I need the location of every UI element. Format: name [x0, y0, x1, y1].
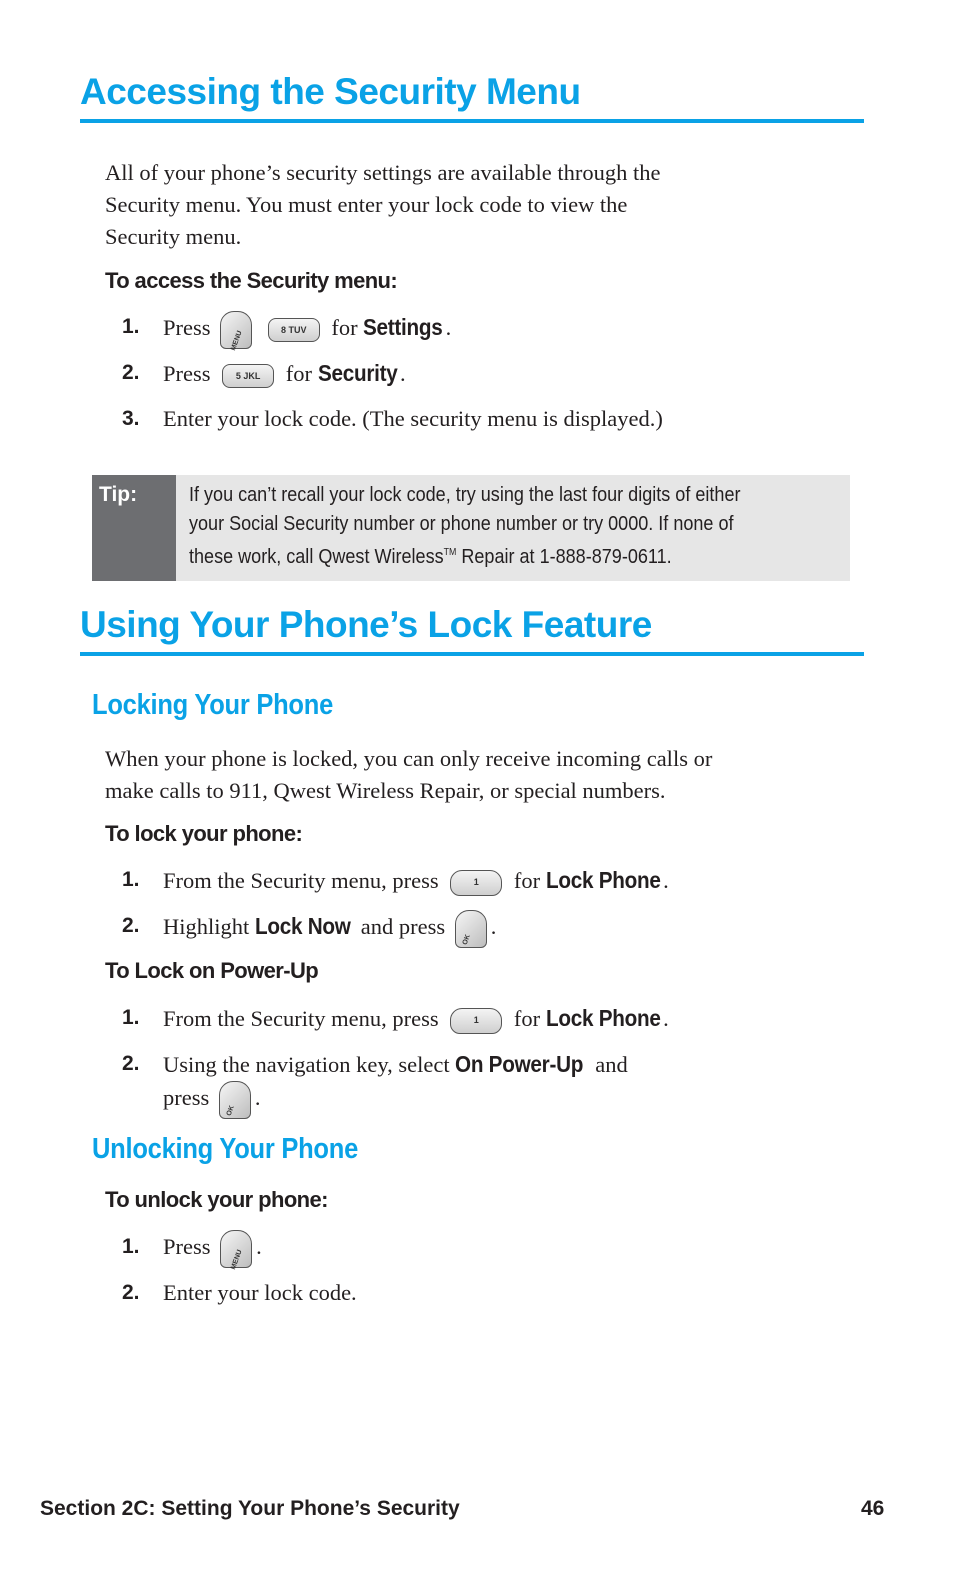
ok-key-icon: OK	[455, 910, 487, 948]
tip-line-part: Repair at 1-888-879-0611.	[456, 544, 672, 568]
subhead-lock-phone: To lock your phone:	[105, 821, 303, 846]
step-text: Enter your lock code. (The security menu is displayed.)	[163, 406, 663, 431]
step-text: for	[285, 361, 313, 386]
keyword-security: Security	[317, 360, 398, 386]
tip-line: your Social Security number or phone number or try 0000. If none of	[189, 512, 734, 535]
subhead-lock-power-up: To Lock on Power-Up	[105, 958, 319, 983]
text-line: Security menu.	[105, 224, 242, 249]
step-text: for	[513, 1006, 541, 1031]
step-text: .	[256, 1234, 262, 1260]
ok-key-icon: OK	[219, 1081, 251, 1119]
step-powerup-2	[122, 1047, 862, 1117]
section-title-security-menu: Accessing the Security Menu	[80, 72, 864, 123]
step-number: 2.	[122, 1281, 140, 1304]
tip-box	[92, 475, 850, 581]
step-text: Press	[163, 1234, 211, 1260]
key-1-icon: 1	[450, 1008, 502, 1034]
text-line: When your phone is locked, you can only receive incoming calls or	[105, 746, 713, 771]
keyword-on-power-up: On Power-Up	[455, 1051, 584, 1077]
step-number: 1.	[122, 315, 140, 338]
step-text: .	[400, 361, 406, 386]
text-line: make calls to 911, Qwest Wireless Repair, or special numbers.	[105, 778, 666, 803]
keyword-settings: Settings	[363, 314, 443, 340]
page-number: 46	[861, 1497, 885, 1520]
step-number: 1.	[122, 1006, 140, 1029]
step-text: From the Security menu, press	[163, 868, 439, 893]
step-text: Press	[163, 361, 211, 386]
step-text: From the Security menu, press	[163, 1006, 439, 1031]
key-8-icon: 8 TUV	[268, 318, 320, 342]
step-number: 1.	[122, 1235, 140, 1258]
step-text: Using the navigation key, select	[163, 1052, 450, 1077]
step-text: press	[163, 1085, 210, 1111]
step-text: Enter your lock code.	[163, 1280, 357, 1305]
subsection-title-unlocking: Unlocking Your Phone	[92, 1133, 359, 1165]
step-text: .	[445, 315, 452, 340]
tip-line-part: these work, call Qwest Wireless	[189, 544, 444, 568]
keyword-lock-phone: Lock Phone	[545, 1005, 661, 1031]
key-1-icon: 1	[450, 870, 502, 896]
step-text: .	[663, 868, 669, 893]
menu-softkey-icon: MENU	[220, 1230, 252, 1268]
text-line: All of your phone’s security settings are available through the	[105, 160, 661, 185]
step-text: .	[663, 1006, 669, 1031]
step-number: 2.	[122, 361, 140, 384]
key-5-icon: 5 JKL	[222, 364, 274, 388]
subhead-unlock-phone: To unlock your phone:	[105, 1187, 328, 1212]
locking-intro-paragraph	[105, 743, 860, 807]
step-number: 2.	[122, 1052, 140, 1075]
keyword-lock-phone: Lock Phone	[545, 867, 661, 893]
step-text: and	[595, 1052, 628, 1077]
tip-text	[189, 480, 805, 571]
step-text: .	[254, 1085, 261, 1111]
tip-label-text: Tip:	[99, 483, 138, 506]
step-number: 2.	[122, 914, 140, 937]
step-text: and press	[360, 914, 446, 939]
step-text: for	[331, 315, 358, 340]
keyword-lock-now: Lock Now	[254, 913, 351, 939]
text-line: Security menu. You must enter your lock code to view the	[105, 192, 628, 217]
step-text: for	[513, 868, 541, 893]
step-text: Press	[163, 315, 211, 340]
tip-label	[92, 475, 176, 581]
subsection-title-locking: Locking Your Phone	[92, 689, 334, 721]
trademark: TM	[443, 547, 457, 558]
step-text: Highlight	[163, 914, 250, 939]
footer-section-title: Section 2C: Setting Your Phone’s Security	[40, 1497, 460, 1520]
tip-line: If you can’t recall your lock code, try using the last four digits of either	[189, 483, 741, 506]
section-title-lock-feature: Using Your Phone’s Lock Feature	[80, 605, 864, 656]
subhead-access-security: To access the Security menu:	[105, 268, 398, 293]
step-text: .	[490, 914, 497, 939]
step-number: 1.	[122, 868, 140, 891]
security-intro-paragraph	[105, 157, 860, 253]
step-number: 3.	[122, 407, 140, 430]
menu-softkey-icon: MENU	[220, 311, 252, 349]
tip-line	[189, 538, 805, 571]
